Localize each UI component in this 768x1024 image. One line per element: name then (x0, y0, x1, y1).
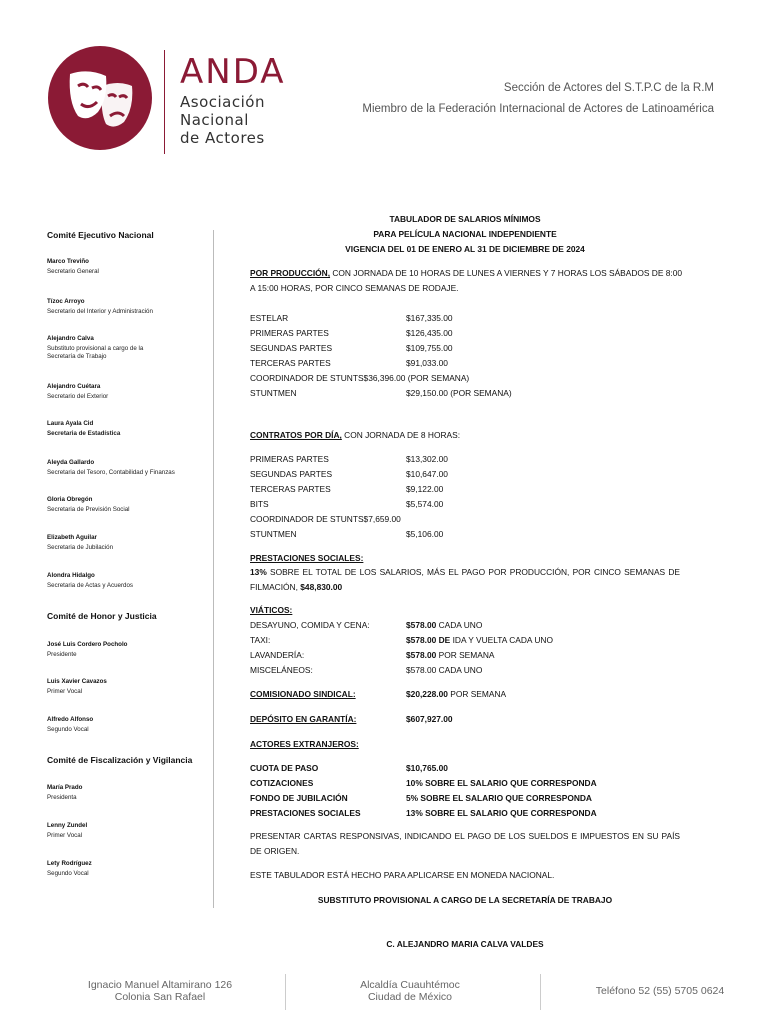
viatico-label: TAXI: (250, 635, 271, 645)
signature-name: C. ALEJANDRO MARIA CALVA VALDES (386, 939, 544, 949)
member-role: Substituto provisional a cargo de la Secretaría de Trabajo (47, 345, 144, 360)
member-role: Segundo Vocal (47, 726, 89, 733)
brand-line-2: Nacional (180, 111, 249, 129)
extranjero-label: COTIZACIONES (250, 778, 314, 788)
member-role: Primer Vocal (47, 688, 83, 695)
rate-label: BITS (250, 499, 269, 509)
member-role: Secretario del Interior y Administración (47, 308, 153, 315)
viatico-label: MISCELÁNEOS: (250, 665, 313, 675)
member-name: José Luis Cordero Pocholo (47, 641, 128, 648)
rate-value: $167,335.00 (406, 313, 453, 323)
footer-address-line2: Colonia San Rafael (114, 991, 206, 1003)
footer-address (60, 979, 260, 1003)
rate-row: COORDINADOR DE STUNTS$36,396.00 (POR SEMANA) (250, 373, 470, 383)
rate-row: COORDINADOR DE STUNTS$7,659.00 (250, 514, 401, 524)
member-name: Marco Treviño (47, 258, 89, 265)
viatico-label: LAVANDERÍA: (250, 650, 305, 660)
rate-value: $91,033.00 (406, 358, 448, 368)
member-name: Alfredo Alfonso (47, 716, 94, 723)
comisionado-label: COMISIONADO SINDICAL: (250, 689, 356, 699)
member-name: Gloria Obregón (47, 496, 93, 503)
theater-masks-icon (48, 46, 152, 150)
rate-label: SEGUNDAS PARTES (250, 343, 333, 353)
rate-value: $9,122.00 (406, 484, 444, 494)
extranjero-value: 13% SOBRE EL SALARIO QUE CORRESPONDA (406, 808, 597, 818)
committee-title: Comité de Fiscalización y Vigilancia (47, 755, 193, 765)
extranjero-label: CUOTA DE PASO (250, 763, 319, 773)
member-name: Alejandro Cuétara (47, 383, 101, 390)
extranjero-label: PRESTACIONES SOCIALES (250, 808, 361, 818)
footer-city (310, 979, 510, 1003)
rate-value: $5,106.00 (406, 529, 444, 539)
brand-line-1: Asociación (180, 93, 265, 111)
member-role: Secretaria de Jubilación (47, 544, 114, 551)
member-role: Secretario del Exterior (47, 393, 109, 400)
member-role: Secretaria del Tesoro, Contabilidad y Finanzas (47, 469, 175, 476)
footer-phone: Teléfono 52 (55) 5705 0624 (595, 985, 725, 997)
member-name: Alondra Hidalgo (47, 572, 95, 579)
extranjeros-heading: ACTORES EXTRANJEROS: (250, 739, 359, 749)
por-dia-intro: CONTRATOS POR DÍA, CON JORNADA DE 8 HORAS: (250, 430, 461, 440)
doc-validity: VIGENCIA DEL 01 DE ENERO AL 31 DE DICIEMBRE DE 2024 (345, 244, 585, 254)
rate-label: STUNTMEN (250, 529, 297, 539)
moneda-note: ESTE TABULADOR ESTÁ HECHO PARA APLICARSE EN MONEDA NACIONAL. (250, 870, 555, 880)
comisionado-value: $20,228.00 POR SEMANA (406, 689, 507, 699)
member-name: Elizabeth Aguilar (47, 534, 97, 541)
viaticos-heading: VIÁTICOS: (250, 605, 293, 615)
member-role: Secretaria de Previsión Social (47, 506, 130, 513)
viatico-value: $578.00 DE IDA Y VUELTA CADA UNO (406, 635, 553, 645)
rate-value: $126,435.00 (406, 328, 453, 338)
brand-divider (164, 50, 165, 154)
member-name: Luis Xavier Cavazos (47, 678, 107, 685)
produccion-intro: POR PRODUCCIÓN, CON JORNADA DE 10 HORAS DE LUNES A VIERNES Y 7 HORAS LOS SÁBADOS DE 8:00 (250, 268, 683, 278)
member-role: Secretario General (47, 268, 99, 275)
header-section-text: Sección de Actores del S.T.P.C de la R.M (503, 82, 714, 94)
rate-value: $13,302.00 (406, 454, 448, 464)
rate-label: PRIMERAS PARTES (250, 328, 329, 338)
deposito-label: DEPÓSITO EN GARANTÍA: (250, 714, 357, 724)
cartas-note: PRESENTAR CARTAS RESPONSIVAS, INDICANDO EL PAGO DE LOS SUELDOS E IMPUESTOS EN SU PAÍS DE ORIGEN. (250, 831, 680, 856)
member-role: Presidenta (47, 794, 77, 801)
member-role: Segundo Vocal (47, 870, 89, 877)
rate-value: $109,755.00 (406, 343, 453, 353)
rate-value: $29,150.00 (POR SEMANA) (406, 388, 512, 398)
member-role: Secretaria de Actas y Acuerdos (47, 582, 133, 589)
rate-label: STUNTMEN (250, 388, 297, 398)
prestaciones-text: 13% SOBRE EL TOTAL DE LOS SALARIOS, MÁS EL PAGO POR PRODUCCIÓN, POR CINCO SEMANAS DE FILMACIÓN, $48,830.00 (250, 567, 680, 592)
extranjero-label: FONDO DE JUBILACIÓN (250, 793, 348, 803)
sidebar-divider (213, 230, 214, 908)
member-name: Alejandro Calva (47, 335, 94, 342)
produccion-intro-2: A 15:00 HORAS, POR CINCO SEMANAS DE RODAJE. (250, 283, 459, 293)
rate-label: TERCERAS PARTES (250, 484, 331, 494)
committee-title: Comité de Honor y Justicia (47, 611, 157, 621)
extranjero-value: $10,765.00 (406, 763, 448, 773)
rate-label: TERCERAS PARTES (250, 358, 331, 368)
signature-title: SUBSTITUTO PROVISIONAL A CARGO DE LA SECRETARÍA DE TRABAJO (317, 895, 613, 905)
member-name: Laura Ayala Cid (47, 420, 94, 427)
extranjero-value: 5% SOBRE EL SALARIO QUE CORRESPONDA (406, 793, 592, 803)
footer-address-line1: Ignacio Manuel Altamirano 126 (87, 979, 233, 991)
rate-label: ESTELAR (250, 313, 289, 323)
member-name: Lety Rodríguez (47, 860, 92, 867)
prestaciones-heading: PRESTACIONES SOCIALES: (250, 553, 364, 563)
extranjero-value: 10% SOBRE EL SALARIO QUE CORRESPONDA (406, 778, 597, 788)
member-role: Presidente (47, 651, 77, 658)
member-name: María Prado (47, 784, 83, 791)
rate-label: PRIMERAS PARTES (250, 454, 329, 464)
footer-city-line2: Ciudad de México (367, 991, 453, 1003)
viatico-value: $578.00 CADA UNO (406, 620, 483, 630)
viatico-label: DESAYUNO, COMIDA Y CENA: (250, 620, 370, 630)
doc-subtitle: PARA PELÍCULA NACIONAL INDEPENDIENTE (373, 229, 557, 239)
footer-city-line1: Alcaldía Cuauhtémoc (360, 979, 460, 991)
rate-value: $5,574.00 (406, 499, 444, 509)
member-name: Aleyda Gallardo (47, 459, 95, 466)
brand-name: ANDA (180, 52, 286, 92)
rate-value: $10,647.00 (406, 469, 448, 479)
committee-title: Comité Ejecutivo Nacional (47, 230, 154, 240)
brand-line-3: de Actores (180, 129, 265, 147)
doc-title: TABULADOR DE SALARIOS MÍNIMOS (389, 214, 541, 224)
member-name: Tízoc Arroyo (47, 298, 85, 305)
viatico-value: $578.00 POR SEMANA (406, 650, 495, 660)
deposito-value: $607,927.00 (406, 714, 453, 724)
member-name: Lenny Zundel (47, 822, 88, 829)
footer-divider (540, 974, 541, 1010)
header-membership-text: Miembro de la Federación Internacional de Actores de Latinoamérica (362, 103, 714, 115)
rate-label: SEGUNDAS PARTES (250, 469, 333, 479)
member-role: Primer Vocal (47, 832, 83, 839)
footer-divider (285, 974, 286, 1010)
member-role: Secretaria de Estadística (47, 430, 121, 437)
viatico-value: $578.00 CADA UNO (406, 665, 483, 675)
